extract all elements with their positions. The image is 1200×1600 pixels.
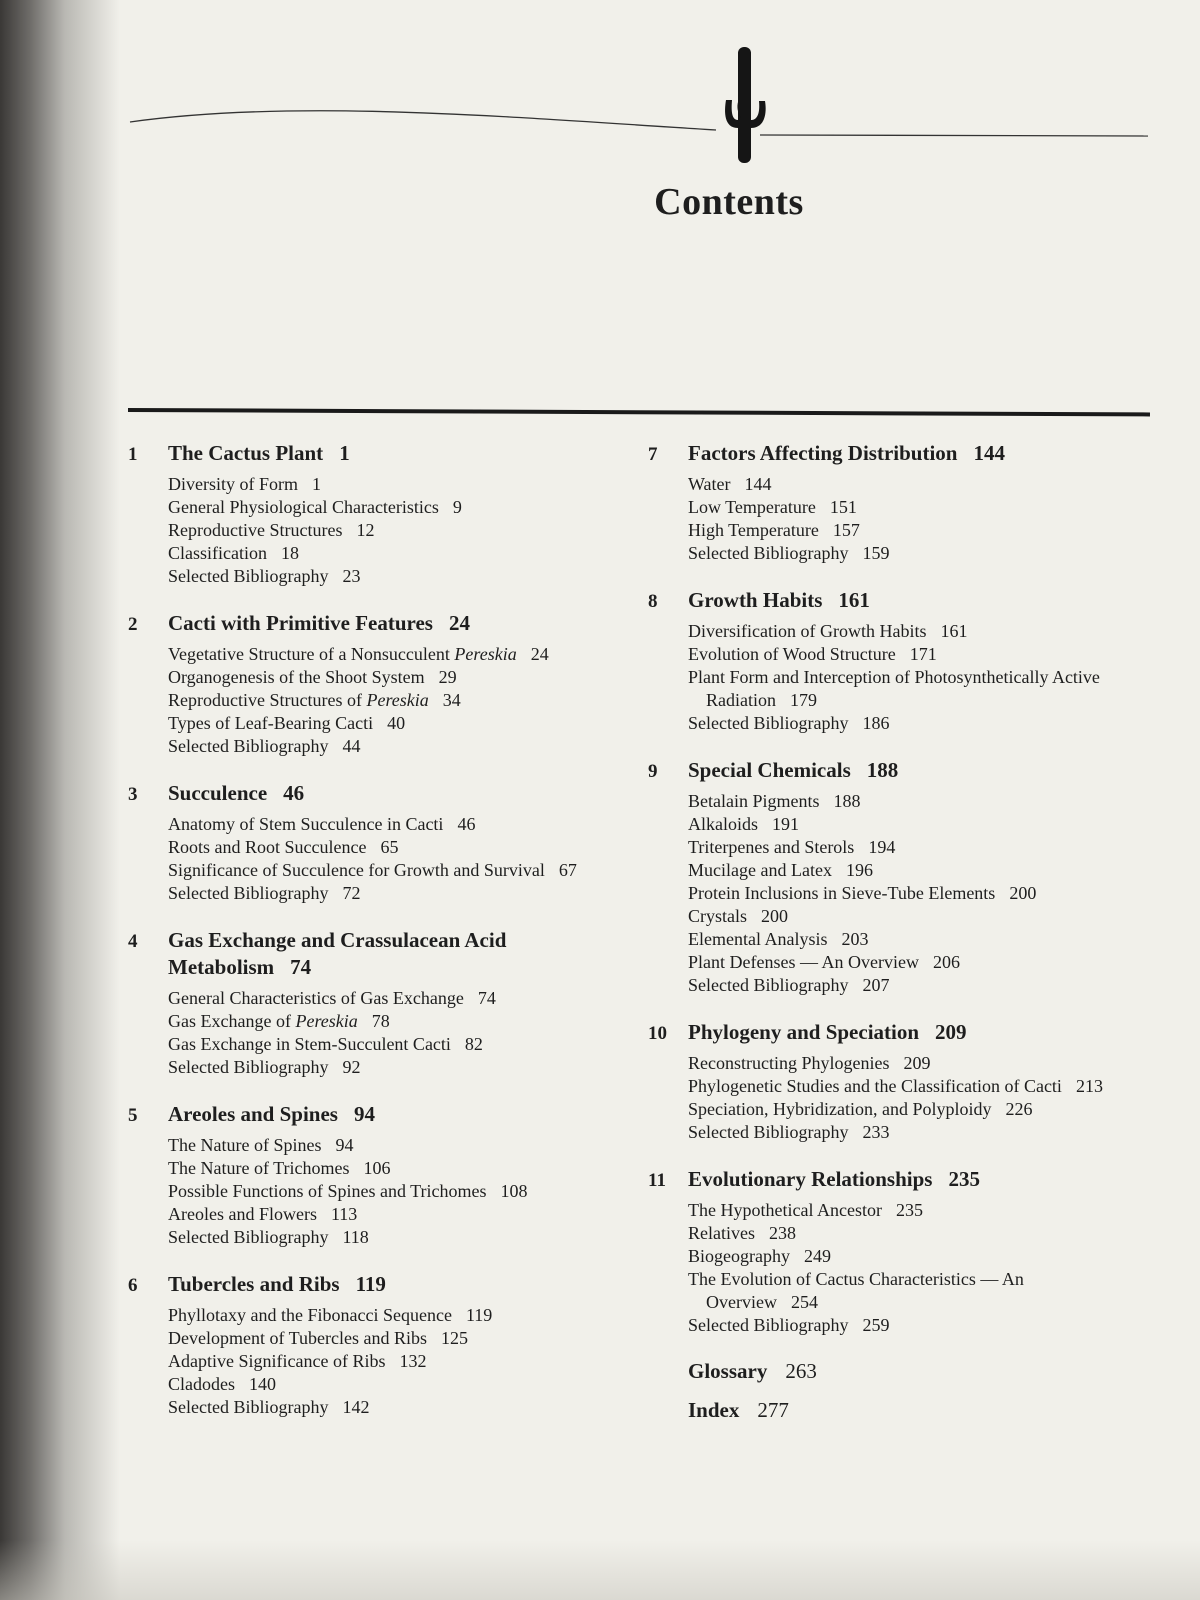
entry-title: Adaptive Significance of Ribs xyxy=(168,1351,386,1371)
toc-entry[interactable] xyxy=(168,1304,628,1327)
chapter-title xyxy=(168,927,628,981)
chapter-number: 2 xyxy=(128,614,138,635)
chapter-title xyxy=(168,1101,375,1128)
chapter-title xyxy=(168,440,350,467)
section-list xyxy=(128,1304,628,1419)
toc-entry[interactable] xyxy=(168,643,628,666)
chapter-title xyxy=(688,587,870,614)
entry-page-number: 18 xyxy=(280,543,299,563)
toc-entry[interactable] xyxy=(688,1314,1128,1337)
toc-chapter xyxy=(648,440,1128,565)
chapter-title-text: Cacti with Primitive Features xyxy=(168,611,433,635)
binding-shadow xyxy=(0,0,120,1600)
entry-page-number: 67 xyxy=(558,860,577,880)
entry-title: Plant Form and Interception of Photosynthetically Active Radiation xyxy=(688,667,1100,710)
backmatter-page-number: 277 xyxy=(757,1398,789,1422)
toc-chapter xyxy=(128,1101,628,1249)
chapter-heading[interactable] xyxy=(128,440,628,467)
entry-title: Reproductive Structures xyxy=(168,520,343,540)
chapter-heading[interactable] xyxy=(648,757,1128,784)
entry-page-number: 151 xyxy=(829,497,857,517)
entry-page-number: 196 xyxy=(845,860,873,880)
entry-title: Elemental Analysis xyxy=(688,929,828,949)
entry-title: Selected Bibliography xyxy=(688,975,849,995)
toc-entry[interactable] xyxy=(168,666,628,689)
section-list xyxy=(128,643,628,758)
entry-page-number: 238 xyxy=(768,1223,796,1243)
entry-title: Diversity of Form xyxy=(168,474,298,494)
entry-title: Selected Bibliography xyxy=(688,1315,849,1335)
entry-title: High Temperature xyxy=(688,520,819,540)
toc-chapter xyxy=(648,1019,1128,1144)
entry-page-number: 213 xyxy=(1075,1076,1103,1096)
chapter-number: 7 xyxy=(648,444,658,465)
entry-title: Gas Exchange in Stem-Succulent Cacti xyxy=(168,1034,451,1054)
entry-page-number: 125 xyxy=(440,1328,468,1348)
entry-page-number: 259 xyxy=(862,1315,890,1335)
toc-entry[interactable] xyxy=(168,735,628,758)
section-list xyxy=(648,790,1128,997)
entry-title: Types of Leaf-Bearing Cacti xyxy=(168,713,374,733)
entry-title: Low Temperature xyxy=(688,497,816,517)
entry-title: Classification xyxy=(168,543,267,563)
chapter-title-text: The Cactus Plant xyxy=(168,441,324,465)
entry-title: Possible Functions of Spines and Trichomes xyxy=(168,1181,487,1201)
entry-page-number: 209 xyxy=(903,1053,931,1073)
chapter-page-number: 46 xyxy=(283,781,305,805)
section-list xyxy=(128,1134,628,1249)
entry-page-number: 23 xyxy=(342,566,361,586)
chapter-title xyxy=(688,440,1005,467)
chapter-title xyxy=(168,1271,386,1298)
toc-entry[interactable] xyxy=(688,496,1128,519)
entry-page-number: 206 xyxy=(932,952,960,972)
toc-chapter xyxy=(128,440,628,588)
entry-page-number: 171 xyxy=(909,644,937,664)
toc-entry[interactable] xyxy=(168,1134,628,1157)
entry-title: Anatomy of Stem Succulence in Cacti xyxy=(168,814,444,834)
entry-page-number: 106 xyxy=(363,1158,391,1178)
entry-title: Reconstructing Phylogenies xyxy=(688,1053,890,1073)
entry-page-number: 186 xyxy=(862,713,890,733)
chapter-heading[interactable] xyxy=(648,1166,1128,1193)
entry-page-number: 24 xyxy=(530,644,549,664)
toc-entry[interactable] xyxy=(168,689,628,712)
chapter-title-text: Gas Exchange and Crassulacean Acid Metabolism xyxy=(168,928,507,979)
entry-title: Reproductive Structures of Pereskia xyxy=(168,690,429,710)
heading-rule xyxy=(128,408,1150,416)
entry-title: Selected Bibliography xyxy=(688,713,849,733)
backmatter-title: Glossary xyxy=(688,1359,768,1383)
entry-page-number: 179 xyxy=(790,690,817,710)
entry-title: Selected Bibliography xyxy=(688,1122,849,1142)
entry-title: Areoles and Flowers xyxy=(168,1204,317,1224)
toc-entry[interactable] xyxy=(688,1222,1128,1245)
entry-title: Speciation, Hybridization, and Polyploidy xyxy=(688,1099,992,1119)
entry-page-number: 46 xyxy=(457,814,476,834)
toc-entry[interactable] xyxy=(688,473,1128,496)
toc-entry[interactable] xyxy=(168,565,628,588)
entry-page-number: 132 xyxy=(399,1351,427,1371)
backmatter xyxy=(648,1359,1128,1423)
entry-page-number: 233 xyxy=(862,1122,890,1142)
entry-title: Cladodes xyxy=(168,1374,235,1394)
toc-entry[interactable] xyxy=(688,1075,1128,1098)
section-list xyxy=(128,813,628,905)
chapter-page-number: 1 xyxy=(339,441,350,465)
entry-page-number: 29 xyxy=(438,667,457,687)
ornament-right-line xyxy=(760,135,1148,136)
toc-entry[interactable] xyxy=(688,1098,1128,1121)
entry-page-number: 140 xyxy=(249,1374,276,1394)
chapter-number: 8 xyxy=(648,591,658,612)
entry-title: Development of Tubercles and Ribs xyxy=(168,1328,427,1348)
toc-entry[interactable] xyxy=(688,519,1128,542)
toc-chapter xyxy=(128,927,628,1079)
chapter-title xyxy=(168,610,470,637)
chapter-heading[interactable] xyxy=(128,780,628,807)
chapter-title-text: Areoles and Spines xyxy=(168,1102,338,1126)
toc-entry[interactable] xyxy=(688,974,1128,997)
toc-entry[interactable] xyxy=(688,542,1128,565)
chapter-title xyxy=(168,780,304,807)
chapter-number: 9 xyxy=(648,761,658,782)
chapter-number: 5 xyxy=(128,1105,138,1126)
entry-page-number: 188 xyxy=(833,791,861,811)
entry-page-number: 44 xyxy=(342,736,361,756)
entry-page-number: 144 xyxy=(744,474,772,494)
chapter-title xyxy=(688,1166,980,1193)
entry-title: General Physiological Characteristics xyxy=(168,497,439,517)
cactus-ornament xyxy=(0,0,1200,200)
chapter-heading[interactable] xyxy=(128,610,628,637)
entry-page-number: 94 xyxy=(335,1135,354,1155)
entry-page-number: 92 xyxy=(342,1057,361,1077)
ornament-left-line xyxy=(130,111,716,130)
chapter-heading[interactable] xyxy=(128,1271,628,1298)
entry-page-number: 235 xyxy=(895,1200,923,1220)
entry-title: Protein Inclusions in Sieve-Tube Elements xyxy=(688,883,996,903)
toc-entry[interactable] xyxy=(688,1268,1128,1314)
entry-page-number: 34 xyxy=(442,690,461,710)
toc-entry[interactable] xyxy=(688,1121,1128,1144)
toc-right-column xyxy=(648,440,1128,1437)
toc-entry[interactable] xyxy=(168,1010,628,1033)
toc-entry[interactable] xyxy=(688,951,1128,974)
section-list xyxy=(648,473,1128,565)
toc-entry[interactable] xyxy=(168,1373,628,1396)
entry-page-number: 78 xyxy=(371,1011,390,1031)
section-list xyxy=(128,987,628,1079)
entry-title: The Hypothetical Ancestor xyxy=(688,1200,882,1220)
entry-title: Water xyxy=(688,474,731,494)
entry-title: Phyllotaxy and the Fibonacci Sequence xyxy=(168,1305,452,1325)
toc-entry[interactable] xyxy=(168,987,628,1010)
entry-title: Mucilage and Latex xyxy=(688,860,832,880)
toc-chapter xyxy=(648,587,1128,735)
toc-entry[interactable] xyxy=(688,813,1128,836)
toc-entry[interactable] xyxy=(688,836,1128,859)
backmatter-page-number: 263 xyxy=(785,1359,817,1383)
chapter-title xyxy=(688,757,898,784)
entry-page-number: 74 xyxy=(477,988,496,1008)
chapter-page-number: 235 xyxy=(948,1167,980,1191)
chapter-number: 4 xyxy=(128,931,138,952)
chapter-number: 10 xyxy=(648,1023,667,1044)
chapter-title-text: Succulence xyxy=(168,781,268,805)
chapter-title xyxy=(688,1019,967,1046)
toc-entry[interactable] xyxy=(168,1226,628,1249)
section-list xyxy=(128,473,628,588)
toc-entry[interactable] xyxy=(168,813,628,836)
chapter-heading[interactable] xyxy=(128,927,628,981)
entry-title: Significance of Succulence for Growth and Survival xyxy=(168,860,545,880)
toc-entry[interactable] xyxy=(688,928,1128,951)
entry-title: Relatives xyxy=(688,1223,755,1243)
toc-entry[interactable] xyxy=(168,712,628,735)
toc-chapter xyxy=(648,757,1128,997)
entry-page-number: 12 xyxy=(356,520,375,540)
backmatter-entry[interactable] xyxy=(688,1359,1128,1384)
entry-page-number: 161 xyxy=(940,621,968,641)
entry-title: Triterpenes and Sterols xyxy=(688,837,855,857)
entry-title: Selected Bibliography xyxy=(168,883,329,903)
toc-entry[interactable] xyxy=(168,1396,628,1419)
toc-chapter xyxy=(128,610,628,758)
backmatter-title: Index xyxy=(688,1398,740,1422)
chapter-heading[interactable] xyxy=(128,1101,628,1128)
toc-entry[interactable] xyxy=(688,666,1128,712)
section-list xyxy=(648,1199,1128,1337)
chapter-title-text: Evolutionary Relationships xyxy=(688,1167,933,1191)
chapter-page-number: 119 xyxy=(355,1272,386,1296)
toc-entry[interactable] xyxy=(168,1033,628,1056)
entry-page-number: 159 xyxy=(862,543,890,563)
chapter-page-number: 209 xyxy=(935,1020,967,1044)
toc-entry[interactable] xyxy=(168,496,628,519)
entry-title: Phylogenetic Studies and the Classification of Cacti xyxy=(688,1076,1062,1096)
toc-entry[interactable] xyxy=(168,836,628,859)
entry-page-number: 65 xyxy=(380,837,399,857)
entry-page-number: 157 xyxy=(832,520,860,540)
backmatter-entry[interactable] xyxy=(688,1398,1128,1423)
entry-title: Selected Bibliography xyxy=(168,1227,329,1247)
toc-entry[interactable] xyxy=(168,1327,628,1350)
toc-chapter xyxy=(128,780,628,905)
chapter-page-number: 144 xyxy=(973,441,1005,465)
entry-title: Vegetative Structure of a Nonsucculent Pereskia xyxy=(168,644,517,664)
toc-left-column xyxy=(128,440,628,1441)
toc-entry[interactable] xyxy=(688,790,1128,813)
entry-title: Plant Defenses — An Overview xyxy=(688,952,919,972)
toc-entry[interactable] xyxy=(168,542,628,565)
chapter-heading[interactable] xyxy=(648,1019,1128,1046)
entry-title: General Characteristics of Gas Exchange xyxy=(168,988,464,1008)
page-bottom-shade xyxy=(0,1540,1200,1600)
page-title: Contents xyxy=(654,181,804,223)
entry-page-number: 203 xyxy=(841,929,869,949)
toc-entry[interactable] xyxy=(168,1056,628,1079)
entry-title: Betalain Pigments xyxy=(688,791,820,811)
toc-entry[interactable] xyxy=(688,859,1128,882)
entry-title: Crystals xyxy=(688,906,748,926)
chapter-title-text: Growth Habits xyxy=(688,588,823,612)
entry-title: Selected Bibliography xyxy=(168,1057,329,1077)
entry-title: The Evolution of Cactus Characteristics — An Overview xyxy=(688,1269,1024,1312)
saguaro-icon xyxy=(725,47,766,163)
entry-page-number: 1 xyxy=(312,474,321,494)
toc-entry[interactable] xyxy=(688,882,1128,905)
toc-entry[interactable] xyxy=(688,1052,1128,1075)
toc-entry[interactable] xyxy=(168,473,628,496)
toc-entry[interactable] xyxy=(168,1180,628,1203)
entry-title: Alkaloids xyxy=(688,814,758,834)
chapter-title-text: Tubercles and Ribs xyxy=(168,1272,340,1296)
entry-page-number: 200 xyxy=(761,906,789,926)
toc-chapter xyxy=(648,1166,1128,1337)
toc-entry[interactable] xyxy=(688,1245,1128,1268)
entry-page-number: 200 xyxy=(1009,883,1037,903)
entry-page-number: 40 xyxy=(387,713,406,733)
entry-page-number: 108 xyxy=(500,1181,528,1201)
toc-entry[interactable] xyxy=(168,519,628,542)
entry-page-number: 194 xyxy=(868,837,896,857)
entry-title: Gas Exchange of Pereskia xyxy=(168,1011,358,1031)
toc-entry[interactable] xyxy=(168,1157,628,1180)
toc-entry[interactable] xyxy=(168,1350,628,1373)
chapter-title-text: Special Chemicals xyxy=(688,758,851,782)
toc-entry[interactable] xyxy=(688,620,1128,643)
entry-page-number: 254 xyxy=(790,1292,818,1312)
entry-page-number: 191 xyxy=(772,814,799,834)
entry-title: Biogeography xyxy=(688,1246,790,1266)
entry-page-number: 226 xyxy=(1005,1099,1033,1119)
toc-entry[interactable] xyxy=(688,905,1128,928)
chapter-page-number: 94 xyxy=(353,1102,375,1126)
chapter-heading[interactable] xyxy=(648,587,1128,614)
chapter-number: 1 xyxy=(128,444,138,465)
entry-title: Selected Bibliography xyxy=(168,566,329,586)
chapter-number: 3 xyxy=(128,784,138,805)
entry-page-number: 82 xyxy=(464,1034,483,1054)
entry-title: Selected Bibliography xyxy=(168,736,329,756)
section-list xyxy=(648,620,1128,735)
toc-entry[interactable] xyxy=(168,859,628,882)
entry-title: Evolution of Wood Structure xyxy=(688,644,896,664)
toc-entry[interactable] xyxy=(168,882,628,905)
entry-page-number: 113 xyxy=(330,1204,358,1224)
chapter-number: 11 xyxy=(648,1170,666,1191)
section-list xyxy=(648,1052,1128,1144)
entry-page-number: 72 xyxy=(342,883,361,903)
entry-title: Diversification of Growth Habits xyxy=(688,621,927,641)
entry-title: Organogenesis of the Shoot System xyxy=(168,667,425,687)
toc-chapter xyxy=(128,1271,628,1419)
toc-entry[interactable] xyxy=(688,1199,1128,1222)
chapter-page-number: 74 xyxy=(290,955,312,979)
toc-entry[interactable] xyxy=(168,1203,628,1226)
chapter-page-number: 24 xyxy=(448,611,470,635)
entry-page-number: 249 xyxy=(803,1246,831,1266)
chapter-number: 6 xyxy=(128,1275,138,1296)
entry-page-number: 142 xyxy=(342,1397,370,1417)
toc-entry[interactable] xyxy=(688,643,1128,666)
toc-entry[interactable] xyxy=(688,712,1128,735)
chapter-heading[interactable] xyxy=(648,440,1128,467)
entry-title: Selected Bibliography xyxy=(688,543,849,563)
entry-title: The Nature of Trichomes xyxy=(168,1158,350,1178)
chapter-title-text: Factors Affecting Distribution xyxy=(688,441,958,465)
entry-page-number: 9 xyxy=(452,497,462,517)
entry-title: Selected Bibliography xyxy=(168,1397,329,1417)
chapter-title-text: Phylogeny and Speciation xyxy=(688,1020,920,1044)
entry-page-number: 118 xyxy=(342,1227,369,1247)
entry-page-number: 207 xyxy=(862,975,890,995)
chapter-page-number: 188 xyxy=(866,758,899,782)
entry-title: The Nature of Spines xyxy=(168,1135,322,1155)
entry-title: Roots and Root Succulence xyxy=(168,837,367,857)
chapter-page-number: 161 xyxy=(838,588,870,612)
entry-page-number: 119 xyxy=(465,1305,493,1325)
